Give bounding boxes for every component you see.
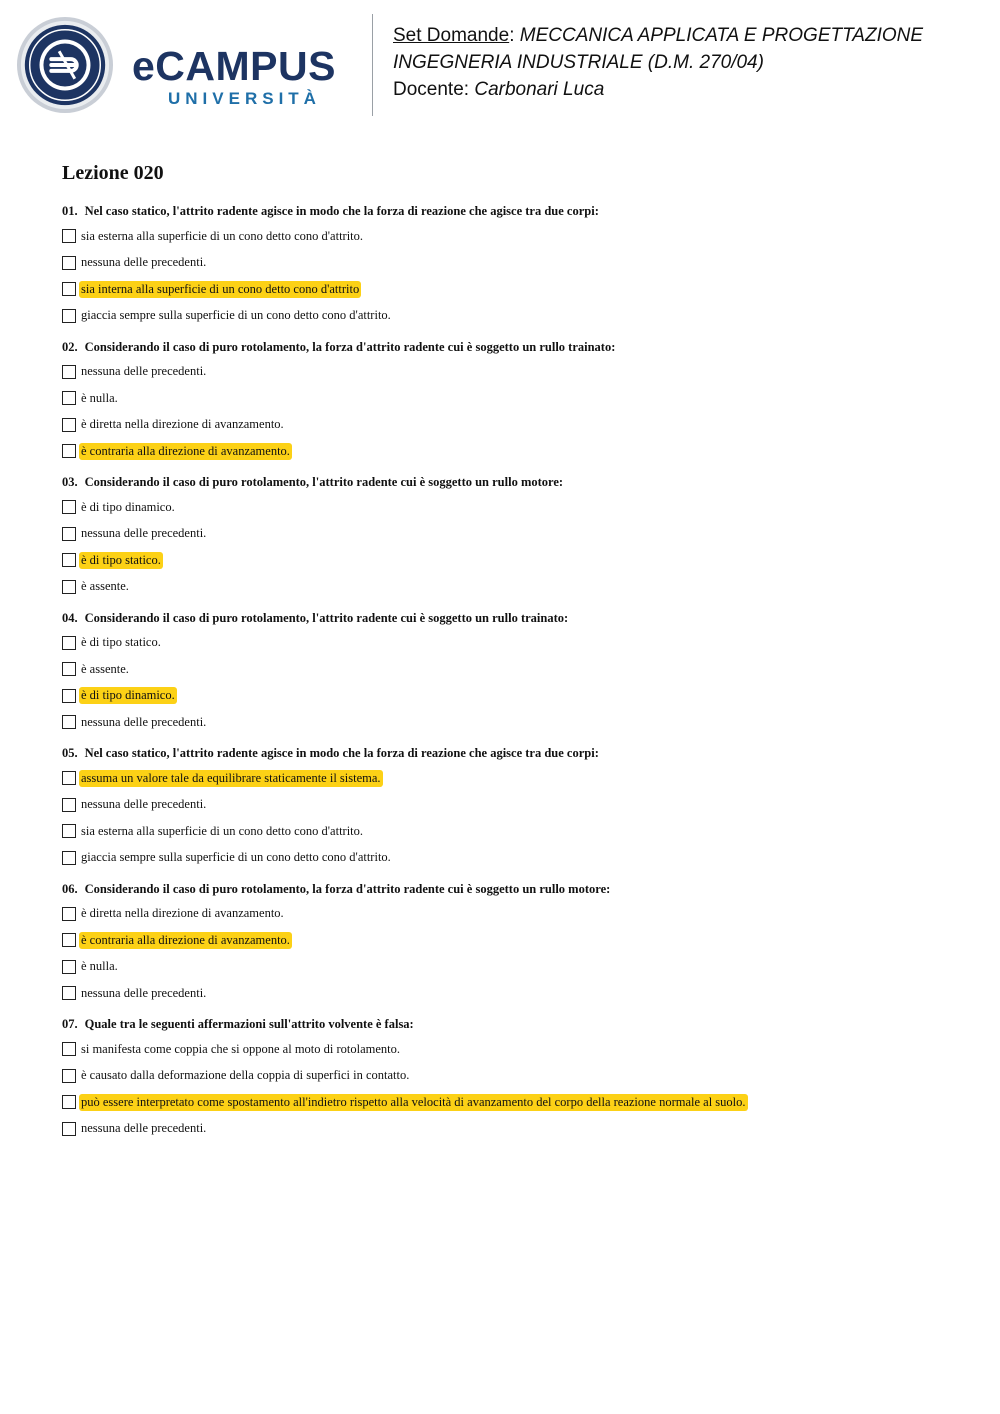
answer-text: nessuna delle precedenti. <box>81 255 207 269</box>
question-prompt: Considerando il caso di puro rotolamento, la forza d'attrito radente cui è soggetto un rullo motore: <box>84 881 611 896</box>
page-header <box>0 0 1000 130</box>
set-label: Set Domande <box>393 25 510 46</box>
answer-option[interactable] <box>62 1120 962 1138</box>
answer-option[interactable] <box>62 1040 962 1058</box>
answer-option[interactable] <box>62 713 962 731</box>
answer-option[interactable] <box>62 416 962 434</box>
header-divider <box>372 14 373 116</box>
question-number: 06. <box>62 881 78 896</box>
question-number: 02. <box>62 339 78 354</box>
lesson-title: Lezione 020 <box>62 162 164 184</box>
answer-text: è assente. <box>81 661 129 676</box>
question-prompt: Quale tra le seguenti affermazioni sull'attrito volvente è falsa: <box>84 1017 414 1031</box>
answer-checkbox[interactable] <box>62 824 76 838</box>
course-name-1: MECCANICA APPLICATA E PROGETTAZIONE <box>519 25 924 46</box>
question-block <box>62 1016 962 1138</box>
answer-option[interactable] <box>62 307 962 325</box>
answer-text-highlighted: sia interna alla superficie di un cono detto cono d'attrito <box>81 281 360 296</box>
answer-checkbox[interactable] <box>62 636 76 650</box>
answer-option[interactable] <box>62 822 962 840</box>
ecampus-wordmark <box>132 44 336 110</box>
question-number: 04. <box>62 610 78 625</box>
answer-option[interactable] <box>62 551 962 569</box>
answer-checkbox[interactable] <box>62 553 76 567</box>
course-name-2: INGEGNERIA INDUSTRIALE (D.M. 270/04) <box>393 52 764 73</box>
ecampus-seal-icon <box>16 16 114 114</box>
answer-option[interactable] <box>62 442 962 460</box>
question-text <box>62 474 962 490</box>
answer-checkbox[interactable] <box>62 1069 76 1083</box>
answer-checkbox[interactable] <box>62 1095 76 1109</box>
teacher-line <box>393 76 983 103</box>
answer-option[interactable] <box>62 498 962 516</box>
answer-text-highlighted: è contraria alla direzione di avanzamento. <box>81 932 290 947</box>
question-text <box>62 881 962 897</box>
answer-option[interactable] <box>62 984 962 1002</box>
answer-option[interactable] <box>62 905 962 923</box>
answer-checkbox[interactable] <box>62 715 76 729</box>
answer-checkbox[interactable] <box>62 418 76 432</box>
answer-option[interactable] <box>62 227 962 245</box>
answer-option[interactable] <box>62 931 962 949</box>
question-block <box>62 881 962 1003</box>
answer-checkbox[interactable] <box>62 444 76 458</box>
answer-checkbox[interactable] <box>62 1122 76 1136</box>
questions-content <box>62 158 962 1152</box>
answer-text: nessuna delle precedenti. <box>81 1121 207 1135</box>
question-number: 07. <box>62 1017 78 1031</box>
question-text <box>62 1016 962 1032</box>
answer-option[interactable] <box>62 525 962 543</box>
question-prompt: Considerando il caso di puro rotolamento, la forza d'attrito radente cui è soggetto un rullo trainato: <box>84 339 616 354</box>
question-list <box>62 203 962 1138</box>
answer-checkbox[interactable] <box>62 771 76 785</box>
answer-checkbox[interactable] <box>62 798 76 812</box>
answer-checkbox[interactable] <box>62 1042 76 1056</box>
answer-checkbox[interactable] <box>62 580 76 594</box>
course-line-2 <box>393 49 983 76</box>
answer-option[interactable] <box>62 254 962 272</box>
answer-text: è assente. <box>81 579 129 593</box>
answer-text: nessuna delle precedenti. <box>81 364 207 378</box>
answer-text: nessuna delle precedenti. <box>81 985 207 1000</box>
answer-checkbox[interactable] <box>62 662 76 676</box>
question-text <box>62 610 962 626</box>
answer-checkbox[interactable] <box>62 851 76 865</box>
answer-text: si manifesta come coppia che si oppone al moto di rotolamento. <box>81 1041 401 1056</box>
answer-option[interactable] <box>62 280 962 298</box>
answer-checkbox[interactable] <box>62 365 76 379</box>
brand-subtitle: UNIVERSITÀ <box>168 89 321 108</box>
answer-checkbox[interactable] <box>62 391 76 405</box>
answer-option[interactable] <box>62 1067 962 1085</box>
set-separator: : <box>509 25 520 46</box>
answer-checkbox[interactable] <box>62 229 76 243</box>
course-line-1 <box>393 22 983 49</box>
answer-option[interactable] <box>62 796 962 814</box>
answer-text: è di tipo statico. <box>81 635 161 649</box>
teacher-label: Docente <box>393 79 464 100</box>
answer-option[interactable] <box>62 660 962 678</box>
answer-option[interactable] <box>62 687 962 705</box>
answer-text: giaccia sempre sulla superficie di un cono detto cono d'attrito. <box>81 850 391 864</box>
question-block <box>62 203 962 325</box>
answer-checkbox[interactable] <box>62 907 76 921</box>
answer-checkbox[interactable] <box>62 689 76 703</box>
answer-text-highlighted: è di tipo statico. <box>81 552 161 567</box>
answer-text: nessuna delle precedenti. <box>81 797 207 811</box>
answer-checkbox[interactable] <box>62 933 76 947</box>
question-block <box>62 610 962 732</box>
answer-text: sia esterna alla superficie di un cono detto cono d'attrito. <box>81 823 364 838</box>
question-prompt: Nel caso statico, l'attrito radente agisce in modo che la forza di reazione che agisce tra due corpi: <box>84 204 599 218</box>
answer-checkbox[interactable] <box>62 986 76 1000</box>
answer-text-highlighted: può essere interpretato come spostamento all'indietro rispetto alla velocità di avanzamento del corpo della reazione normale al suolo. <box>81 1094 746 1109</box>
answer-text: è causato dalla deformazione della coppia di superfici in contatto. <box>81 1068 410 1082</box>
brand-name: eCAMPUS <box>132 43 336 89</box>
teacher-name: Carbonari Luca <box>474 79 605 100</box>
answer-option[interactable] <box>62 578 962 596</box>
answer-text: giaccia sempre sulla superficie di un cono detto cono d'attrito. <box>81 308 391 322</box>
answer-option[interactable] <box>62 363 962 381</box>
answer-checkbox[interactable] <box>62 500 76 514</box>
question-block <box>62 474 962 596</box>
answer-checkbox[interactable] <box>62 309 76 323</box>
answer-checkbox[interactable] <box>62 282 76 296</box>
answer-text: è nulla. <box>81 390 118 405</box>
question-prompt: Considerando il caso di puro rotolamento, l'attrito radente cui è soggetto un rullo motore: <box>84 475 564 489</box>
answer-text: è di tipo dinamico. <box>81 499 175 514</box>
question-number: 01. <box>62 204 78 218</box>
answer-text: è diretta nella direzione di avanzamento. <box>81 906 284 920</box>
answer-checkbox[interactable] <box>62 960 76 974</box>
answer-text-highlighted: è contraria alla direzione di avanzamento. <box>81 443 290 458</box>
answer-text: è nulla. <box>81 959 118 973</box>
answer-text: è diretta nella direzione di avanzamento. <box>81 417 284 431</box>
question-prompt: Nel caso statico, l'attrito radente agisce in modo che la forza di reazione che agisce tra due corpi: <box>84 746 599 760</box>
question-text <box>62 339 962 355</box>
answer-option[interactable] <box>62 389 962 407</box>
answer-text-highlighted: assuma un valore tale da equilibrare staticamente il sistema. <box>81 770 381 785</box>
answer-option[interactable] <box>62 1093 962 1111</box>
answer-text-highlighted: è di tipo dinamico. <box>81 688 175 702</box>
answer-text: sia esterna alla superficie di un cono detto cono d'attrito. <box>81 228 364 243</box>
question-block <box>62 745 962 867</box>
answer-option[interactable] <box>62 849 962 867</box>
teacher-separator: : <box>463 79 475 100</box>
header-info <box>393 22 983 103</box>
answer-checkbox[interactable] <box>62 527 76 541</box>
answer-checkbox[interactable] <box>62 256 76 270</box>
question-prompt: Considerando il caso di puro rotolamento, l'attrito radente cui è soggetto un rullo trainato: <box>84 610 569 625</box>
answer-text: nessuna delle precedenti. <box>81 526 207 540</box>
question-number: 03. <box>62 475 78 489</box>
answer-option[interactable] <box>62 634 962 652</box>
question-text <box>62 745 962 761</box>
question-block <box>62 339 962 461</box>
question-text <box>62 203 962 219</box>
question-number: 05. <box>62 746 78 760</box>
answer-text: nessuna delle precedenti. <box>81 714 207 729</box>
answer-option[interactable] <box>62 958 962 976</box>
answer-option[interactable] <box>62 769 962 787</box>
